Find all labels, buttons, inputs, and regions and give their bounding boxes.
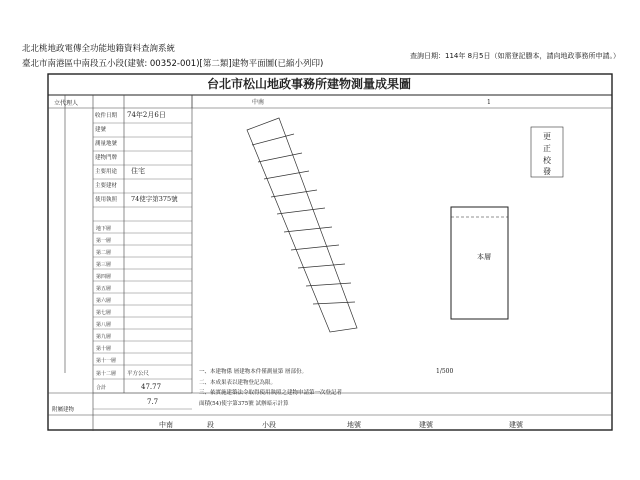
svg-text:小段: 小段 [262,421,276,429]
svg-text:更: 更 [543,132,551,141]
row-material: 主要建材 [95,183,118,189]
floor-4: 第四層 [96,274,112,280]
row-received-date: 收件日期 [95,113,118,119]
floor-8: 第八層 [96,322,112,328]
map-sheet-no: 1 [487,99,491,106]
building-label: 本層 [477,253,491,261]
use-value: 住宅 [131,167,145,175]
svg-text:面積(54)使字第375號 試辦暗示計算: 面積(54)使字第375號 試辦暗示計算 [199,401,289,407]
survey-document [47,73,613,431]
location-line: 臺北市南港區中南段五小段(建號: 00352-001)[第二類]建物平面圖(已縮小列印) [22,59,324,69]
agent-label: 立代理人 [54,100,79,107]
system-title: 北北桃地政電傳全功能地籍資料查詢系統 [22,44,176,54]
svg-text:二、本成果表以建物登記為限。: 二、本成果表以建物登記為限。 [199,380,277,386]
permit-value: 74使字第375號 [131,195,178,203]
svg-text:地號: 地號 [347,421,361,429]
row-main-use: 主要用途 [95,169,118,175]
floor-3: 第三層 [96,262,112,268]
svg-text:建號: 建號 [509,421,523,429]
row-land-no: 測量地號 [95,141,118,147]
total-area-value: 47.77 [141,383,162,391]
svg-text:中南: 中南 [159,421,173,429]
floor-12: 第十二層 [96,371,117,377]
floor-2: 第二層 [96,250,112,256]
floor-b1: 地下層 [96,226,112,232]
row-permit: 使用執照 [95,197,118,203]
scale-label: 1/500 [436,368,454,375]
document-title: 台北市松山地政事務所建物測量成果圖 [206,77,412,91]
svg-text:一、本建物係 層建物本件僅測量第 層部份。: 一、本建物係 層建物本件僅測量第 層部份。 [199,369,307,375]
floor-11: 第十一層 [96,358,117,364]
floor-5: 第五層 [96,286,112,292]
svg-text:建號: 建號 [419,421,433,429]
svg-text:三、依實施建築法令取得使用執照之建物申請第一次登記者: 三、依實施建築法令取得使用執照之建物申請第一次登記者 [199,390,343,396]
row-building-no: 建號 [95,127,107,133]
floor-10: 第十層 [96,346,112,352]
section-label-header: 中南 [252,99,265,106]
floor-6: 第六層 [96,298,112,304]
attached-area-value: 7.7 [147,398,159,406]
floor-total: 合計 [96,385,107,391]
svg-text:段: 段 [207,421,214,429]
received-date-value: 74年2月6日 [127,111,166,119]
svg-text:發: 發 [543,167,551,176]
area-unit: 平方公尺 [127,371,150,377]
floor-7: 第七層 [96,310,112,316]
svg-text:正: 正 [543,144,551,153]
floor-1: 第一層 [96,238,112,244]
row-address: 建物門牌 [95,155,118,161]
svg-text:校: 校 [543,156,551,165]
query-info: 查詢日期：114年 8月5日（如需登記謄本，請向地政事務所申請。） [410,52,620,60]
attached-label: 附屬建物 [52,407,75,413]
floor-9: 第九層 [96,334,112,340]
